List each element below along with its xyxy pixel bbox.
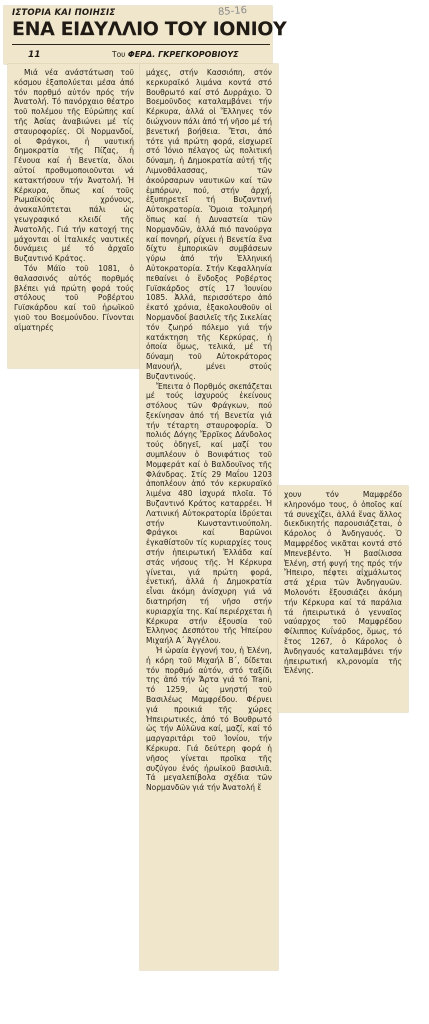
- article-column-1: [14, 68, 134, 366]
- part-number: 11: [28, 50, 41, 60]
- byline-author: ΦΕΡΔ. ΓΚΡΕΓΚΟΡΟΒΙΟΥΣ: [127, 50, 239, 59]
- paragraph: Τόν Μάϊο τοῦ 1081, ὁ θαλασσινός αὐτός πορθμός βλέπει γιά πρώτη φορά τούς στόλους τοῦ Ροβέρτου Γυϊσκάρδου καί τοῦ ἡρωϊκοῦ γιοῦ του Βοεμούνδου. Γίνονται αἱματηρές: [14, 263, 134, 332]
- section-rubric: ΙΣΤΟΡΙΑ ΚΑΙ ΠΟΙΗΣΙΣ: [12, 8, 116, 18]
- article-column-2: [146, 68, 272, 966]
- headline-rule: [12, 44, 270, 45]
- paragraph: χουν τόν Μαμφρέδο κληρονόμο τους, ὁ ὁποῖος καί τά συνεχίζει, ἀλλά ἕνας ἄλλος διεκδικητής παρουσιάζεται, ὁ Κάρολος ὁ Ἀνδηγαυός. Ὁ Μαμφρέδος νικᾶται κοντά στό Μπενεβέντο. Ἡ βασίλισσα Ἑλένη, στή φυγή της πρός τήν Ἤπειρο, πέφτει αἰχμάλωτος στά χέρια τῶν Ἀνδηγαυῶν. Μολονότι ἔξουσιάζει ἀκόμη τήν Κέρκυρα καί τά παράλια τά ἠπειρωτικά ὁ γενναῖος ναύαρχος τοῦ Μαμφρέδου Φίλιππος Κυΐνάρδος, ὅμως, τό ἔτος 1267, ὁ Κάρολος ὁ Ἀνδηγαυός καταλαμβάνει τήν ἠπειρωτική κλ,ρονομία τῆς Ἑλένης.: [284, 490, 402, 676]
- paragraph: Ἡ ὡραία ἐγγονή του, ἡ Ἑλένη, ἡ κόρη τοῦ Μιχαήλ Β΄, δίδεται τόν πορθμό αὐτόν, στό ταξίδι της ἀπό τήν Ἄρτα γιά τό Trani, τό 1259, ὡς μνηστή τοῦ Βασιλέως Μαμφρέδου. Φέρνει γιά προικιά τῆς χώρες Ἠπειρωτικές, ἀπό τό Βουθρωτό ὡς τήν Αὐλῶνα καί, μαζί, καί τό μαργαριτάρι τοῦ Ἰονίου, τήν Κέρκυρα. Γιά δεύτερη φορά ἡ νῆσος γίνεται προῖκα τῆς συζύγου ἑνός ἡρωϊκοῦ βασιλιᾶ. Τά μεγαλεπίβολα σχέδια τῶν Νορμανδῶν γιά τήν Ἀνατολή ἔ: [146, 646, 272, 793]
- article-column-3: [284, 490, 402, 710]
- archive-stamp: 85-16: [217, 4, 248, 19]
- paragraph: Μιά νέα ανάστάτωση τοῦ κόσμου ἐξαπολύεται μέσα ἀπό τόν πορθμό αὐτόν πρός τήν Ἀνατολή. Τό πανόρχαιο θέατρο τοῦ πολέμου τῆς Εὐρώπης καί τῆς Ἀσίας ἀναβιώνει μέ τίς σταυροφορίες. Οἱ Νορμανδοί, οἱ Φράγκοι, ἡ ναυτική δημοκρατία τῆς Πίζας, ἡ Γένουα καί ἡ Βενετία, ὅλοι αὐτοί προθυμοποιοῦνται νά κατακτήσουν τήν Ἀνατολή. Ἡ Κέρκυρα, ὅπως καί τοῦς Ρωμαϊκούς χρόνους, ἀνακαλύπτεται πάλι ὡς γεωγραφικό κλειδί τῆς Ἀνατολῆς. Γιά τήν κατοχή της μάχονται οἱ ἰταλικές ναυτικές δυνάμεις μέ τό ἀρχαῖο Βυζαντινό Κράτος.: [14, 68, 134, 264]
- paragraph: μάχες, στήν Κασσιόπη, στόν κερκυραϊκό λιμάνα κοντά στό Βουθρωτό καί στό Δυρράχιο. Ὁ Βοεμοῦνδος καταλαμβάνει τήν Κέρκυρα, ἀλλά οἱ Ἕλληνες τόν διώχνουν πάλι ἀπό τή νῆσο μέ τή βενετική βοήθεια. Ἔτσι, ἀπό τότε γιά πρώτη φορά, εἰσχωρεῖ στό Ἰόνιο πέλαγος ὡς πολιτική δύναμη, ἡ Δημοκρατία αὐτή τῆς Λιμνοθάλασσας, τῶν ἀκούρσαρων ναυτικῶν καί τῶν ἐμπόρων, πού, στήν ἀρχή, ἐξυπηρετεῖ τή Βυζαντινή Αὐτοκρατορία. Ὅμοια τολμηρή ὅπως καί ἡ Δυναστεία τῶν Νορμανδῶν, ἀλλά πιό πανούργα καί πονηρή, ρίχνει ἡ Βενετία ἕνα δίχτυ ἐμπορικῶν συμβάσεων γύρω ἀπό τήν Ἑλληνική Αὐτοκρατορία. Στήν Κεφαλληνία πεθαίνει ὁ ἔνδοξος Ροβέρτος Γυϊσκάρδος στίς 17 Ἰουνίου 1085. Ἀλλά, περισσότερο ἀπό ἑκατό χρόνια, ἐξακολουθοῦν οἱ Νορμανδοί βασιλεῖς τῆς Σικελίας τόν ζωηρό πόλεμο γιά τήν κατάκτηση τῆς Κερκύρας, ἡ ὁποία ὅμως, τελικά, μέ τή δύναμη τοῦ Αὐτοκράτορος Μανουήλ, μένει στούς Βυζαντινούς.: [146, 68, 272, 381]
- article-headline: ΕΝΑ ΕΙΔΥΛΛΙΟ ΤΟΥ ΙΟΝΙΟΥ: [12, 18, 287, 40]
- byline-prefix: Του: [112, 50, 126, 59]
- paragraph: Ἔπειτα ὁ Πορθμός σκεπάζεται μέ τούς ἰσχυρούς ἐκείνους στόλους τῶν Φράγκων, πού ξεκίνησαν ἀπό τή Βενετία γιά τήν τέταρτη σταυροφορία. Ὁ πολιός Δόγης Ἔρρῖκος Δάνδολος τούς ὁδηγεῖ, καί μαζί του συμπλέουν ὁ Βονιφάτιος τοῦ Μομφεράτ καί ὁ Βαλδουῖνος τῆς Φλάνδρας. Στίς 29 Μαΐου 1203 ἀποπλέουν ἀπό τόν κερκυραϊκό λιμένα 480 ἰσχυρά πλοῖα. Τό Βυζαντινό Κράτος καταρρέει. Ἡ Λατινική Αὐτοκρατορία ἱδρύεται στήν Κωνσταντινούπολη. Φράγκοι καί Βαρῶνοι ἐγκαθίστοῦν τίς κυριαρχίες τους στήν ἠπειρωτική Ἑλλάδα καί στάς νήσους τῆς. Ἡ Κέρκυρα γίνεται, γιά πρώτη φορά, ἐνετική, ἀλλά ἡ Δημοκρατία εἶναι ἀκόμη ἀνίσχυρη γιά νά διατηρήση τή νῆσο στήν κυριαρχία της. Καί περιέρχεται ἡ Κέρκυρα στήν ἐξουσία τοῦ Ἑλληνος Δεσπότου τῆς Ἠπείρου Μιχαήλ Α΄ Ἀγγέλου.: [146, 381, 272, 646]
- byline: [112, 50, 239, 59]
